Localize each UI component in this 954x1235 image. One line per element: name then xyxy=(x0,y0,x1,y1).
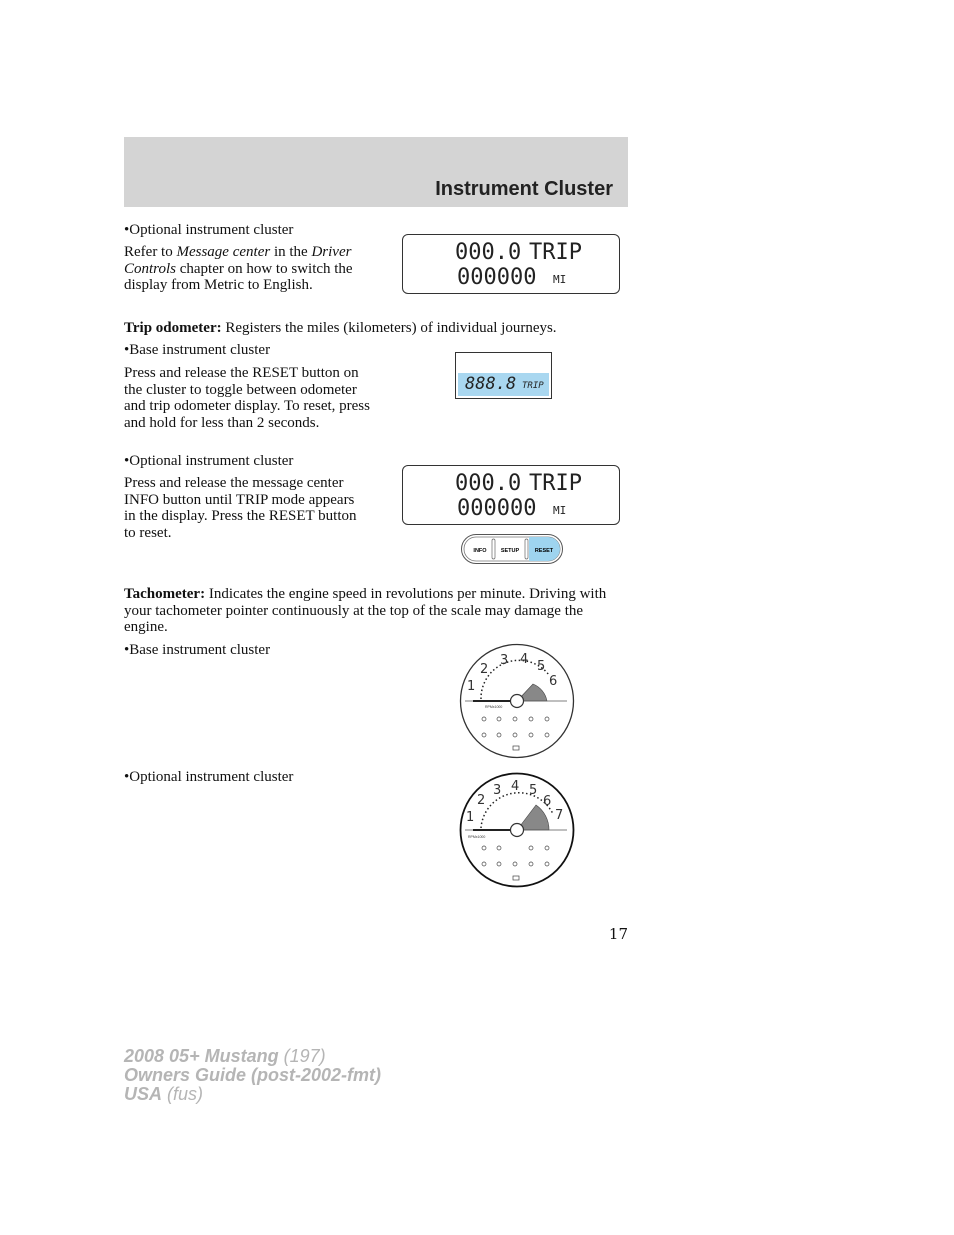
tach-hub xyxy=(511,695,524,708)
rpm-label: RPMx1000 xyxy=(485,705,503,709)
message-center-ref: Message center xyxy=(176,244,271,260)
page-title: Instrument Cluster xyxy=(435,178,613,200)
base-trip-paragraph: Press and release the RESET button on the cluster to toggle between odometer and trip odometer display. To reset, press and hold for less than 2 seconds. xyxy=(124,365,370,431)
tach-label-1: 1 xyxy=(467,679,476,694)
tach-label-5: 5 xyxy=(529,783,538,798)
reset-button[interactable]: RESET xyxy=(534,548,554,554)
bullet-optional-cluster-2: • Optional instrument cluster xyxy=(124,453,376,470)
lcd-odometer-value: 000000 xyxy=(457,265,537,290)
tach-label-4: 4 xyxy=(511,779,520,794)
tachometer-label: Tachometer: xyxy=(124,586,206,602)
driver-controls-ref: Driver Controls xyxy=(124,244,352,277)
tach-label-2: 2 xyxy=(480,662,489,677)
lcd-trip-label: TRIP xyxy=(529,471,582,496)
lcd-unit-label: MI xyxy=(553,504,567,517)
optional-tachometer-gauge xyxy=(459,772,575,888)
tach-label-6: 6 xyxy=(549,674,558,689)
lcd-trip-display-2 xyxy=(402,465,620,525)
rpm-label: RPMx1000 xyxy=(468,835,486,839)
tach-hub xyxy=(511,824,524,837)
tach-label-3: 3 xyxy=(500,653,509,668)
tachometer-paragraph: Tachometer: Indicates the engine speed in revolutions per minute. Driving with your tachometer pointer continuously at the top of the scale may damage the engine. xyxy=(124,586,607,635)
tach-label-1: 1 xyxy=(466,810,475,825)
optional-trip-paragraph: Press and release the message center INFO button until TRIP mode appears in the display. Press the RESET button to reset. xyxy=(124,475,357,541)
base-trip-lcd-screen xyxy=(458,373,549,396)
section-header xyxy=(124,137,628,207)
lcd-unit-label: MI xyxy=(553,273,567,286)
lcd-trip-value: 000.0 xyxy=(455,240,522,265)
lcd-trip-display-1 xyxy=(402,234,620,294)
lcd-trip-label: TRIP xyxy=(529,240,582,265)
trip-odometer-label: Trip odometer: xyxy=(124,320,222,336)
message-center-buttons xyxy=(461,534,563,564)
lcd-odometer-value: 000000 xyxy=(457,496,537,521)
tach-label-7: 7 xyxy=(555,808,564,823)
metric-english-paragraph: Refer to Message center in the Driver Controls chapter on how to switch the display from Metric to English. xyxy=(124,244,353,293)
tach-label-3: 3 xyxy=(493,783,502,798)
info-button[interactable]: INFO xyxy=(473,548,487,554)
tach-label-4: 4 xyxy=(520,652,529,667)
lcd-trip-value: 000.0 xyxy=(455,471,522,496)
setup-button[interactable]: SETUP xyxy=(500,548,520,554)
bullet-optional-cluster-3: • Optional instrument cluster xyxy=(124,769,376,786)
base-trip-label: TRIP xyxy=(522,381,544,391)
base-trip-value: 888.8 xyxy=(465,374,517,394)
tach-label-2: 2 xyxy=(477,793,486,808)
page-number: 17 xyxy=(608,925,628,943)
tach-label-6: 6 xyxy=(543,794,552,809)
document-footer: 2008 05+ Mustang (197) Owners Guide (post-2002-fmt) USA (fus) xyxy=(124,1046,382,1104)
base-tachometer-gauge xyxy=(459,643,575,759)
bullet-base-cluster-2: • Base instrument cluster xyxy=(124,642,376,659)
tach-label-5: 5 xyxy=(537,659,546,674)
bullet-base-cluster-1: • Base instrument cluster xyxy=(124,342,376,359)
base-trip-display xyxy=(455,352,552,399)
trip-odometer-paragraph: Trip odometer: Registers the miles (kilometers) of individual journeys. xyxy=(124,320,557,336)
bullet-optional-cluster-1: • Optional instrument cluster xyxy=(124,222,376,239)
